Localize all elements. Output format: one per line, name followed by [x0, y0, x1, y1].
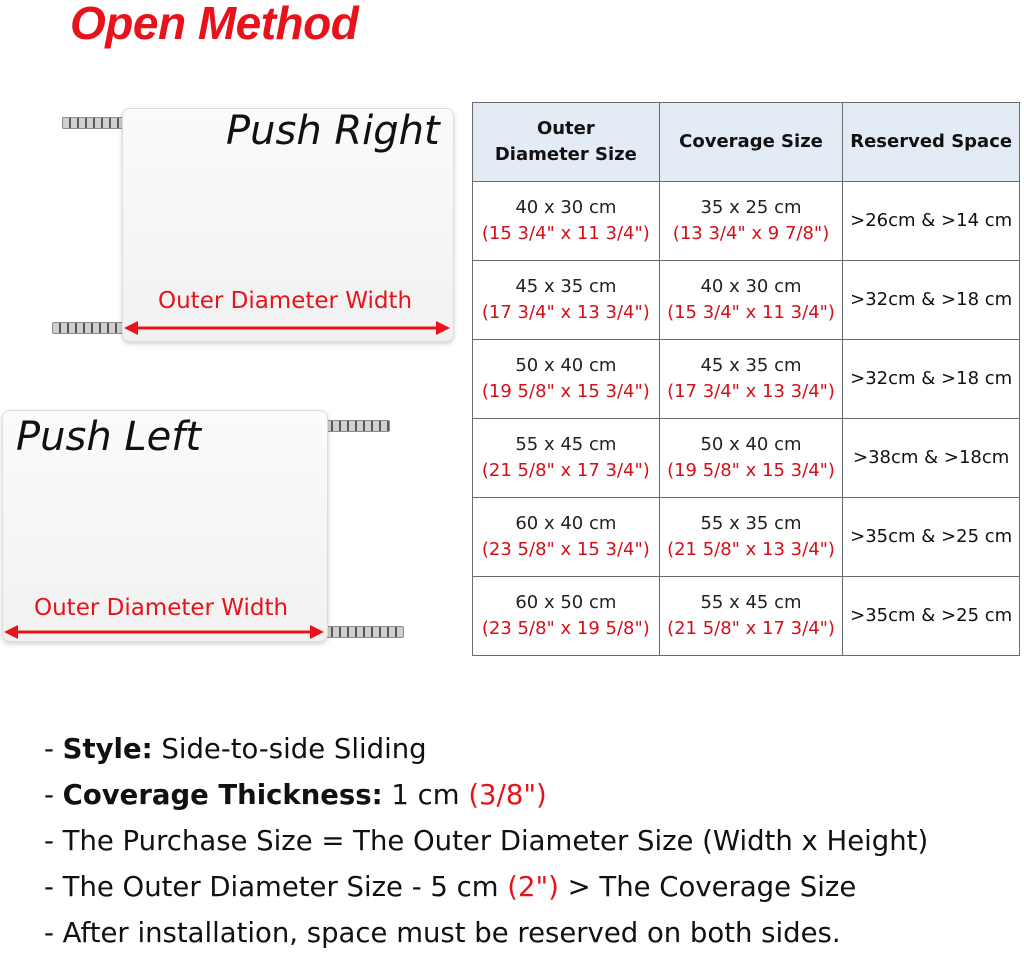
outer-cm: 50 x 40 cm	[515, 355, 617, 376]
coverage-cm: 35 x 25 cm	[700, 197, 802, 218]
outer-cm: 55 x 45 cm	[515, 434, 617, 455]
header-coverage-size: Coverage Size	[659, 103, 843, 182]
outer-size-cell	[473, 577, 660, 656]
push-right-label: Push Right	[226, 108, 440, 154]
header-reserved-space: Reserved Space	[843, 103, 1020, 182]
outer-cm: 45 x 35 cm	[515, 276, 617, 297]
bottom-slide-rail	[52, 322, 126, 334]
note-installation-text: After installation, space must be reserved on both sides.	[62, 917, 841, 949]
note-style-value: Side-to-side Sliding	[161, 733, 427, 765]
coverage-inch: (21 5/8" x 17 3/4")	[667, 618, 835, 639]
push-left-width-arrow	[4, 622, 324, 642]
note-purchase-text: The Purchase Size = The Outer Diameter Size (Width x Height)	[62, 825, 929, 857]
top-slide-rail	[62, 117, 126, 129]
table-row	[473, 340, 1020, 419]
note-style-label: Style:	[62, 733, 153, 765]
note-thickness-value: 1 cm	[391, 779, 460, 811]
outer-cm: 60 x 40 cm	[515, 513, 617, 534]
note-installation: - After installation, space must be reserved on both sides.	[44, 917, 841, 949]
note-purchase: - The Purchase Size = The Outer Diameter Size (Width x Height)	[44, 825, 929, 857]
reserved-space-cell: >32cm & >18 cm	[843, 340, 1020, 419]
table-row	[473, 498, 1020, 577]
coverage-inch: (13 3/4" x 9 7/8")	[672, 223, 830, 244]
note-thickness-inch: (3/8")	[468, 779, 547, 811]
outer-size-cell	[473, 261, 660, 340]
coverage-size-cell	[659, 261, 843, 340]
header-outer-diameter: Outer Diameter Size	[473, 103, 660, 182]
coverage-size-cell	[659, 498, 843, 577]
note-outer-minus-inch: (2")	[507, 871, 559, 903]
notes-list	[44, 726, 1014, 956]
reserved-space-cell: >32cm & >18 cm	[843, 261, 1020, 340]
reserved-space-cell: >35cm & >25 cm	[843, 498, 1020, 577]
coverage-cm: 40 x 30 cm	[700, 276, 802, 297]
note-thickness: - Coverage Thickness: 1 cm (3/8")	[44, 779, 547, 811]
coverage-cm: 45 x 35 cm	[700, 355, 802, 376]
push-right-width-label: Outer Diameter Width	[158, 288, 413, 314]
coverage-size-cell	[659, 182, 843, 261]
note-outer-minus-before: The Outer Diameter Size - 5 cm	[62, 871, 499, 903]
table-row	[473, 577, 1020, 656]
outer-cm: 60 x 50 cm	[515, 592, 617, 613]
note-thickness-label: Coverage Thickness:	[62, 779, 383, 811]
table-header-row	[473, 103, 1020, 182]
reserved-space-cell: >38cm & >18cm	[843, 419, 1020, 498]
coverage-size-cell	[659, 419, 843, 498]
page-title: Open Method	[70, 0, 359, 49]
reserved-space-cell: >35cm & >25 cm	[843, 577, 1020, 656]
outer-inch: (23 5/8" x 19 5/8")	[481, 618, 650, 639]
push-left-label: Push Left	[16, 414, 202, 460]
outer-size-cell	[473, 498, 660, 577]
reserved-space-cell: >26cm & >14 cm	[843, 182, 1020, 261]
note-style: - Style: Side-to-side Sliding	[44, 733, 427, 765]
outer-size-cell	[473, 419, 660, 498]
coverage-inch: (19 5/8" x 15 3/4")	[667, 460, 835, 481]
top-slide-rail	[324, 420, 390, 432]
outer-size-cell	[473, 182, 660, 261]
push-right-width-arrow	[124, 318, 450, 338]
note-outer-minus-after: > The Coverage Size	[567, 871, 857, 903]
coverage-size-cell	[659, 340, 843, 419]
coverage-inch: (17 3/4" x 13 3/4")	[667, 381, 835, 402]
size-table	[472, 102, 1020, 656]
outer-cm: 40 x 30 cm	[515, 197, 617, 218]
outer-inch: (15 3/4" x 11 3/4")	[481, 223, 650, 244]
table-row	[473, 261, 1020, 340]
outer-inch: (21 5/8" x 17 3/4")	[481, 460, 650, 481]
note-outer-minus: - The Outer Diameter Size - 5 cm (2") > The Coverage Size	[44, 871, 857, 903]
coverage-size-cell	[659, 577, 843, 656]
outer-inch: (17 3/4" x 13 3/4")	[481, 302, 650, 323]
coverage-cm: 50 x 40 cm	[700, 434, 802, 455]
table-row	[473, 182, 1020, 261]
push-left-width-label: Outer Diameter Width	[34, 595, 289, 621]
outer-inch: (23 5/8" x 15 3/4")	[481, 539, 650, 560]
coverage-inch: (15 3/4" x 11 3/4")	[667, 302, 835, 323]
outer-inch: (19 5/8" x 15 3/4")	[481, 381, 650, 402]
coverage-cm: 55 x 45 cm	[700, 592, 802, 613]
table-row	[473, 419, 1020, 498]
bottom-slide-rail	[324, 626, 404, 638]
coverage-inch: (21 5/8" x 13 3/4")	[667, 539, 835, 560]
coverage-cm: 55 x 35 cm	[700, 513, 802, 534]
outer-size-cell	[473, 340, 660, 419]
